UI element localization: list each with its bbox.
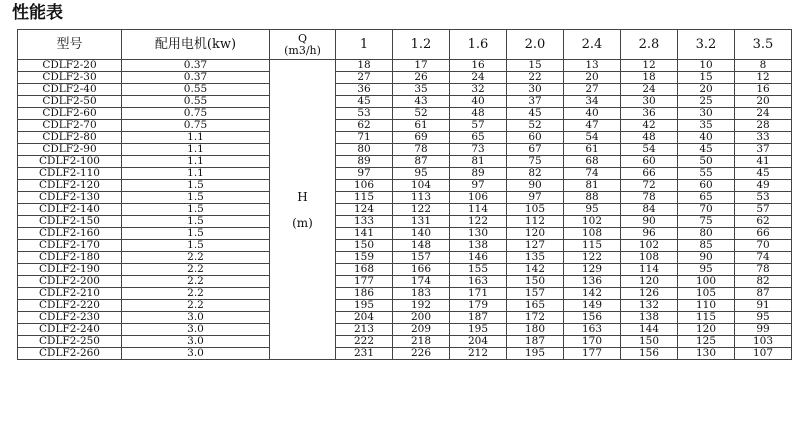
head-value-cell: 192 [393, 300, 450, 312]
head-value-cell: 45 [507, 108, 564, 120]
head-value-cell: 36 [336, 84, 393, 96]
head-value-cell: 144 [621, 324, 678, 336]
model-cell: CDLF2-130 [18, 192, 122, 204]
head-value-cell: 110 [678, 300, 735, 312]
head-value-cell: 120 [678, 324, 735, 336]
model-cell: CDLF2-250 [18, 336, 122, 348]
header-flow-value: 2.8 [621, 30, 678, 60]
model-cell: CDLF2-210 [18, 288, 122, 300]
header-flow-unit: (m3/h) [284, 43, 321, 57]
head-value-cell: 35 [393, 84, 450, 96]
head-value-cell: 91 [735, 300, 792, 312]
table-row [18, 120, 792, 132]
head-value-cell: 204 [450, 336, 507, 348]
head-value-cell: 70 [678, 204, 735, 216]
head-value-cell: 102 [564, 216, 621, 228]
head-value-cell: 80 [678, 228, 735, 240]
head-value-cell: 50 [678, 156, 735, 168]
head-value-cell: 18 [336, 60, 393, 72]
head-value-cell: 60 [678, 180, 735, 192]
head-value-cell: 75 [678, 216, 735, 228]
head-value-cell: 24 [735, 108, 792, 120]
model-cell: CDLF2-80 [18, 132, 122, 144]
table-row [18, 252, 792, 264]
head-value-cell: 168 [336, 264, 393, 276]
head-value-cell: 209 [393, 324, 450, 336]
model-cell: CDLF2-40 [18, 84, 122, 96]
head-value-cell: 142 [564, 288, 621, 300]
head-value-cell: 226 [393, 348, 450, 360]
performance-table [17, 29, 792, 360]
power-cell: 0.55 [122, 96, 270, 108]
head-value-cell: 129 [564, 264, 621, 276]
head-value-cell: 108 [621, 252, 678, 264]
head-value-cell: 20 [678, 84, 735, 96]
head-value-cell: 80 [336, 144, 393, 156]
head-value-cell: 103 [735, 336, 792, 348]
head-value-cell: 149 [564, 300, 621, 312]
head-value-cell: 95 [678, 264, 735, 276]
power-cell: 1.5 [122, 216, 270, 228]
head-value-cell: 142 [507, 264, 564, 276]
head-value-cell: 13 [564, 60, 621, 72]
head-value-cell: 66 [735, 228, 792, 240]
head-value-cell: 165 [507, 300, 564, 312]
header-flow-symbol: Q [297, 31, 308, 45]
head-value-cell: 82 [507, 168, 564, 180]
model-cell: CDLF2-260 [18, 348, 122, 360]
head-value-cell: 166 [393, 264, 450, 276]
header-power: 配用电机(kw) [122, 30, 270, 60]
header-flow-value: 2.0 [507, 30, 564, 60]
table-row [18, 156, 792, 168]
head-value-cell: 72 [621, 180, 678, 192]
power-cell: 1.5 [122, 228, 270, 240]
head-value-cell: 89 [450, 168, 507, 180]
head-value-cell: 113 [393, 192, 450, 204]
head-value-cell: 231 [336, 348, 393, 360]
model-cell: CDLF2-180 [18, 252, 122, 264]
head-value-cell: 157 [393, 252, 450, 264]
power-cell: 2.2 [122, 264, 270, 276]
power-cell: 1.1 [122, 168, 270, 180]
model-cell: CDLF2-70 [18, 120, 122, 132]
head-value-cell: 105 [678, 288, 735, 300]
head-value-cell: 48 [450, 108, 507, 120]
head-value-cell: 71 [336, 132, 393, 144]
head-value-cell: 17 [393, 60, 450, 72]
table-row [18, 240, 792, 252]
head-value-cell: 138 [621, 312, 678, 324]
head-value-cell: 115 [678, 312, 735, 324]
power-cell: 3.0 [122, 348, 270, 360]
head-value-cell: 157 [507, 288, 564, 300]
head-value-cell: 130 [450, 228, 507, 240]
head-value-cell: 15 [678, 72, 735, 84]
head-value-cell: 187 [507, 336, 564, 348]
model-cell: CDLF2-100 [18, 156, 122, 168]
head-value-cell: 45 [678, 144, 735, 156]
head-value-cell: 52 [507, 120, 564, 132]
head-value-cell: 200 [393, 312, 450, 324]
head-value-cell: 8 [735, 60, 792, 72]
head-value-cell: 60 [507, 132, 564, 144]
head-value-cell: 132 [621, 300, 678, 312]
head-value-cell: 69 [393, 132, 450, 144]
head-value-cell: 122 [393, 204, 450, 216]
head-value-cell: 87 [735, 288, 792, 300]
head-value-cell: 120 [621, 276, 678, 288]
table-body [18, 60, 792, 360]
head-value-cell: 90 [621, 216, 678, 228]
table-row [18, 168, 792, 180]
head-value-cell: 20 [564, 72, 621, 84]
head-value-cell: 52 [393, 108, 450, 120]
power-cell: 2.2 [122, 252, 270, 264]
head-value-cell: 124 [336, 204, 393, 216]
header-model: 型号 [18, 30, 122, 60]
head-value-cell: 163 [564, 324, 621, 336]
model-cell: CDLF2-200 [18, 276, 122, 288]
power-cell: 0.37 [122, 72, 270, 84]
head-value-cell: 99 [735, 324, 792, 336]
head-value-cell: 53 [336, 108, 393, 120]
head-value-cell: 40 [564, 108, 621, 120]
head-value-cell: 90 [678, 252, 735, 264]
head-value-cell: 183 [393, 288, 450, 300]
head-value-cell: 87 [393, 156, 450, 168]
head-value-cell: 140 [393, 228, 450, 240]
head-value-cell: 70 [735, 240, 792, 252]
head-value-cell: 89 [336, 156, 393, 168]
head-value-cell: 150 [336, 240, 393, 252]
power-cell: 1.5 [122, 192, 270, 204]
head-value-cell: 172 [507, 312, 564, 324]
head-value-cell: 27 [564, 84, 621, 96]
head-value-cell: 65 [450, 132, 507, 144]
head-value-cell: 12 [735, 72, 792, 84]
head-value-cell: 81 [564, 180, 621, 192]
head-value-cell: 30 [507, 84, 564, 96]
head-value-cell: 105 [507, 204, 564, 216]
head-value-cell: 34 [564, 96, 621, 108]
table-row [18, 60, 792, 72]
head-value-cell: 133 [336, 216, 393, 228]
head-value-cell: 60 [621, 156, 678, 168]
head-value-cell: 78 [621, 192, 678, 204]
head-value-cell: 61 [393, 120, 450, 132]
head-value-cell: 57 [735, 204, 792, 216]
power-cell: 0.37 [122, 60, 270, 72]
table-row [18, 336, 792, 348]
head-value-cell: 73 [450, 144, 507, 156]
model-cell: CDLF2-150 [18, 216, 122, 228]
head-value-cell: 61 [564, 144, 621, 156]
head-value-cell: 131 [393, 216, 450, 228]
head-value-cell: 32 [450, 84, 507, 96]
head-value-cell: 146 [450, 252, 507, 264]
head-value-cell: 195 [507, 348, 564, 360]
table-row [18, 348, 792, 360]
head-value-cell: 115 [336, 192, 393, 204]
head-value-cell: 112 [507, 216, 564, 228]
head-value-cell: 36 [621, 108, 678, 120]
head-value-cell: 120 [507, 228, 564, 240]
head-value-cell: 40 [450, 96, 507, 108]
head-value-cell: 195 [336, 300, 393, 312]
power-cell: 0.75 [122, 120, 270, 132]
power-cell: 1.5 [122, 204, 270, 216]
table-row [18, 96, 792, 108]
model-cell: CDLF2-160 [18, 228, 122, 240]
head-value-cell: 45 [735, 168, 792, 180]
table-row [18, 132, 792, 144]
table-row [18, 204, 792, 216]
head-value-cell: 15 [507, 60, 564, 72]
head-value-cell: 65 [678, 192, 735, 204]
power-cell: 1.5 [122, 180, 270, 192]
head-value-cell: 163 [450, 276, 507, 288]
head-value-cell: 218 [393, 336, 450, 348]
head-value-cell: 156 [621, 348, 678, 360]
model-cell: CDLF2-190 [18, 264, 122, 276]
power-cell: 1.5 [122, 240, 270, 252]
head-value-cell: 195 [450, 324, 507, 336]
model-cell: CDLF2-60 [18, 108, 122, 120]
head-value-cell: 62 [336, 120, 393, 132]
head-value-cell: 115 [564, 240, 621, 252]
head-value-cell: 150 [507, 276, 564, 288]
model-cell: CDLF2-220 [18, 300, 122, 312]
head-value-cell: 81 [450, 156, 507, 168]
head-value-cell: 177 [564, 348, 621, 360]
head-value-cell: 41 [735, 156, 792, 168]
head-value-cell: 95 [735, 312, 792, 324]
head-value-cell: 43 [393, 96, 450, 108]
model-cell: CDLF2-230 [18, 312, 122, 324]
model-cell: CDLF2-90 [18, 144, 122, 156]
head-value-cell: 28 [735, 120, 792, 132]
head-value-cell: 159 [336, 252, 393, 264]
head-value-cell: 74 [564, 168, 621, 180]
head-value-cell: 49 [735, 180, 792, 192]
head-value-cell: 122 [564, 252, 621, 264]
power-cell: 1.1 [122, 144, 270, 156]
head-value-cell: 108 [564, 228, 621, 240]
head-value-cell: 55 [678, 168, 735, 180]
head-unit: (m) [292, 215, 313, 230]
head-value-cell: 74 [735, 252, 792, 264]
table-row [18, 108, 792, 120]
table-row [18, 144, 792, 156]
head-value-cell: 96 [621, 228, 678, 240]
head-value-cell: 187 [450, 312, 507, 324]
head-value-cell: 95 [393, 168, 450, 180]
head-value-cell: 66 [621, 168, 678, 180]
head-value-cell: 136 [564, 276, 621, 288]
table-row [18, 84, 792, 96]
head-value-cell: 42 [621, 120, 678, 132]
table-row [18, 192, 792, 204]
head-value-cell: 114 [621, 264, 678, 276]
head-value-cell: 179 [450, 300, 507, 312]
power-cell: 3.0 [122, 324, 270, 336]
head-value-cell: 114 [450, 204, 507, 216]
head-value-cell: 57 [450, 120, 507, 132]
power-cell: 3.0 [122, 312, 270, 324]
head-value-cell: 141 [336, 228, 393, 240]
head-value-cell: 204 [336, 312, 393, 324]
model-cell: CDLF2-240 [18, 324, 122, 336]
model-cell: CDLF2-30 [18, 72, 122, 84]
model-cell: CDLF2-170 [18, 240, 122, 252]
head-value-cell: 104 [393, 180, 450, 192]
head-value-cell: 26 [393, 72, 450, 84]
head-value-cell: 186 [336, 288, 393, 300]
head-value-cell: 12 [621, 60, 678, 72]
head-value-cell: 30 [621, 96, 678, 108]
head-symbol: H [297, 189, 308, 204]
head-value-cell: 68 [564, 156, 621, 168]
head-value-cell: 24 [450, 72, 507, 84]
table-row [18, 264, 792, 276]
head-value-cell: 174 [393, 276, 450, 288]
head-value-cell: 10 [678, 60, 735, 72]
head-value-cell: 222 [336, 336, 393, 348]
head-value-cell: 45 [336, 96, 393, 108]
head-value-cell: 213 [336, 324, 393, 336]
table-row [18, 72, 792, 84]
head-value-cell: 16 [450, 60, 507, 72]
head-value-cell: 212 [450, 348, 507, 360]
head-value-cell: 25 [678, 96, 735, 108]
head-value-cell: 75 [507, 156, 564, 168]
head-value-cell: 106 [336, 180, 393, 192]
head-value-cell: 97 [450, 180, 507, 192]
head-value-cell: 54 [621, 144, 678, 156]
head-value-cell: 148 [393, 240, 450, 252]
head-value-cell: 16 [735, 84, 792, 96]
head-value-cell: 48 [621, 132, 678, 144]
head-value-cell: 30 [678, 108, 735, 120]
head-value-cell: 78 [735, 264, 792, 276]
head-value-cell: 78 [393, 144, 450, 156]
head-value-cell: 85 [678, 240, 735, 252]
head-value-cell: 97 [336, 168, 393, 180]
power-cell: 0.75 [122, 108, 270, 120]
head-value-cell: 180 [507, 324, 564, 336]
header-flow-value: 1.2 [393, 30, 450, 60]
head-value-cell: 122 [450, 216, 507, 228]
head-value-cell: 97 [507, 192, 564, 204]
model-cell: CDLF2-50 [18, 96, 122, 108]
head-value-cell: 171 [450, 288, 507, 300]
head-value-cell: 35 [678, 120, 735, 132]
power-cell: 2.2 [122, 276, 270, 288]
head-value-cell: 170 [564, 336, 621, 348]
model-cell: CDLF2-20 [18, 60, 122, 72]
head-value-cell: 27 [336, 72, 393, 84]
head-value-cell: 135 [507, 252, 564, 264]
head-value-cell: 37 [735, 144, 792, 156]
head-value-cell: 62 [735, 216, 792, 228]
power-cell: 1.1 [122, 132, 270, 144]
head-value-cell: 90 [507, 180, 564, 192]
head-value-cell: 150 [621, 336, 678, 348]
head-value-cell: 22 [507, 72, 564, 84]
head-value-cell: 130 [678, 348, 735, 360]
header-flow-value: 3.2 [678, 30, 735, 60]
head-value-cell: 53 [735, 192, 792, 204]
table-row [18, 228, 792, 240]
power-cell: 2.2 [122, 300, 270, 312]
head-value-cell: 127 [507, 240, 564, 252]
header-flow-value: 1.6 [450, 30, 507, 60]
head-value-cell: 67 [507, 144, 564, 156]
head-value-cell: 88 [564, 192, 621, 204]
page-title: 性能表 [12, 3, 63, 23]
head-value-cell: 126 [621, 288, 678, 300]
head-value-cell: 106 [450, 192, 507, 204]
head-value-cell: 82 [735, 276, 792, 288]
head-column-cell [270, 60, 336, 360]
header-flow-value: 3.5 [735, 30, 792, 60]
head-value-cell: 125 [678, 336, 735, 348]
table-row [18, 180, 792, 192]
table-row [18, 288, 792, 300]
header-row [18, 30, 792, 60]
head-value-cell: 33 [735, 132, 792, 144]
head-value-cell: 177 [336, 276, 393, 288]
power-cell: 3.0 [122, 336, 270, 348]
table-row [18, 312, 792, 324]
head-value-cell: 138 [450, 240, 507, 252]
head-value-cell: 102 [621, 240, 678, 252]
head-value-cell: 107 [735, 348, 792, 360]
head-value-cell: 156 [564, 312, 621, 324]
head-value-cell: 18 [621, 72, 678, 84]
header-flow [270, 30, 336, 60]
head-value-cell: 20 [735, 96, 792, 108]
table-row [18, 216, 792, 228]
head-value-cell: 24 [621, 84, 678, 96]
power-cell: 1.1 [122, 156, 270, 168]
table-row [18, 300, 792, 312]
model-cell: CDLF2-140 [18, 204, 122, 216]
model-cell: CDLF2-110 [18, 168, 122, 180]
head-value-cell: 47 [564, 120, 621, 132]
table-row [18, 324, 792, 336]
power-cell: 2.2 [122, 288, 270, 300]
head-value-cell: 37 [507, 96, 564, 108]
head-value-cell: 54 [564, 132, 621, 144]
head-value-cell: 95 [564, 204, 621, 216]
head-value-cell: 100 [678, 276, 735, 288]
power-cell: 0.55 [122, 84, 270, 96]
table-row [18, 276, 792, 288]
head-value-cell: 155 [450, 264, 507, 276]
head-value-cell: 40 [678, 132, 735, 144]
header-flow-value: 2.4 [564, 30, 621, 60]
model-cell: CDLF2-120 [18, 180, 122, 192]
header-flow-value: 1 [336, 30, 393, 60]
head-value-cell: 84 [621, 204, 678, 216]
